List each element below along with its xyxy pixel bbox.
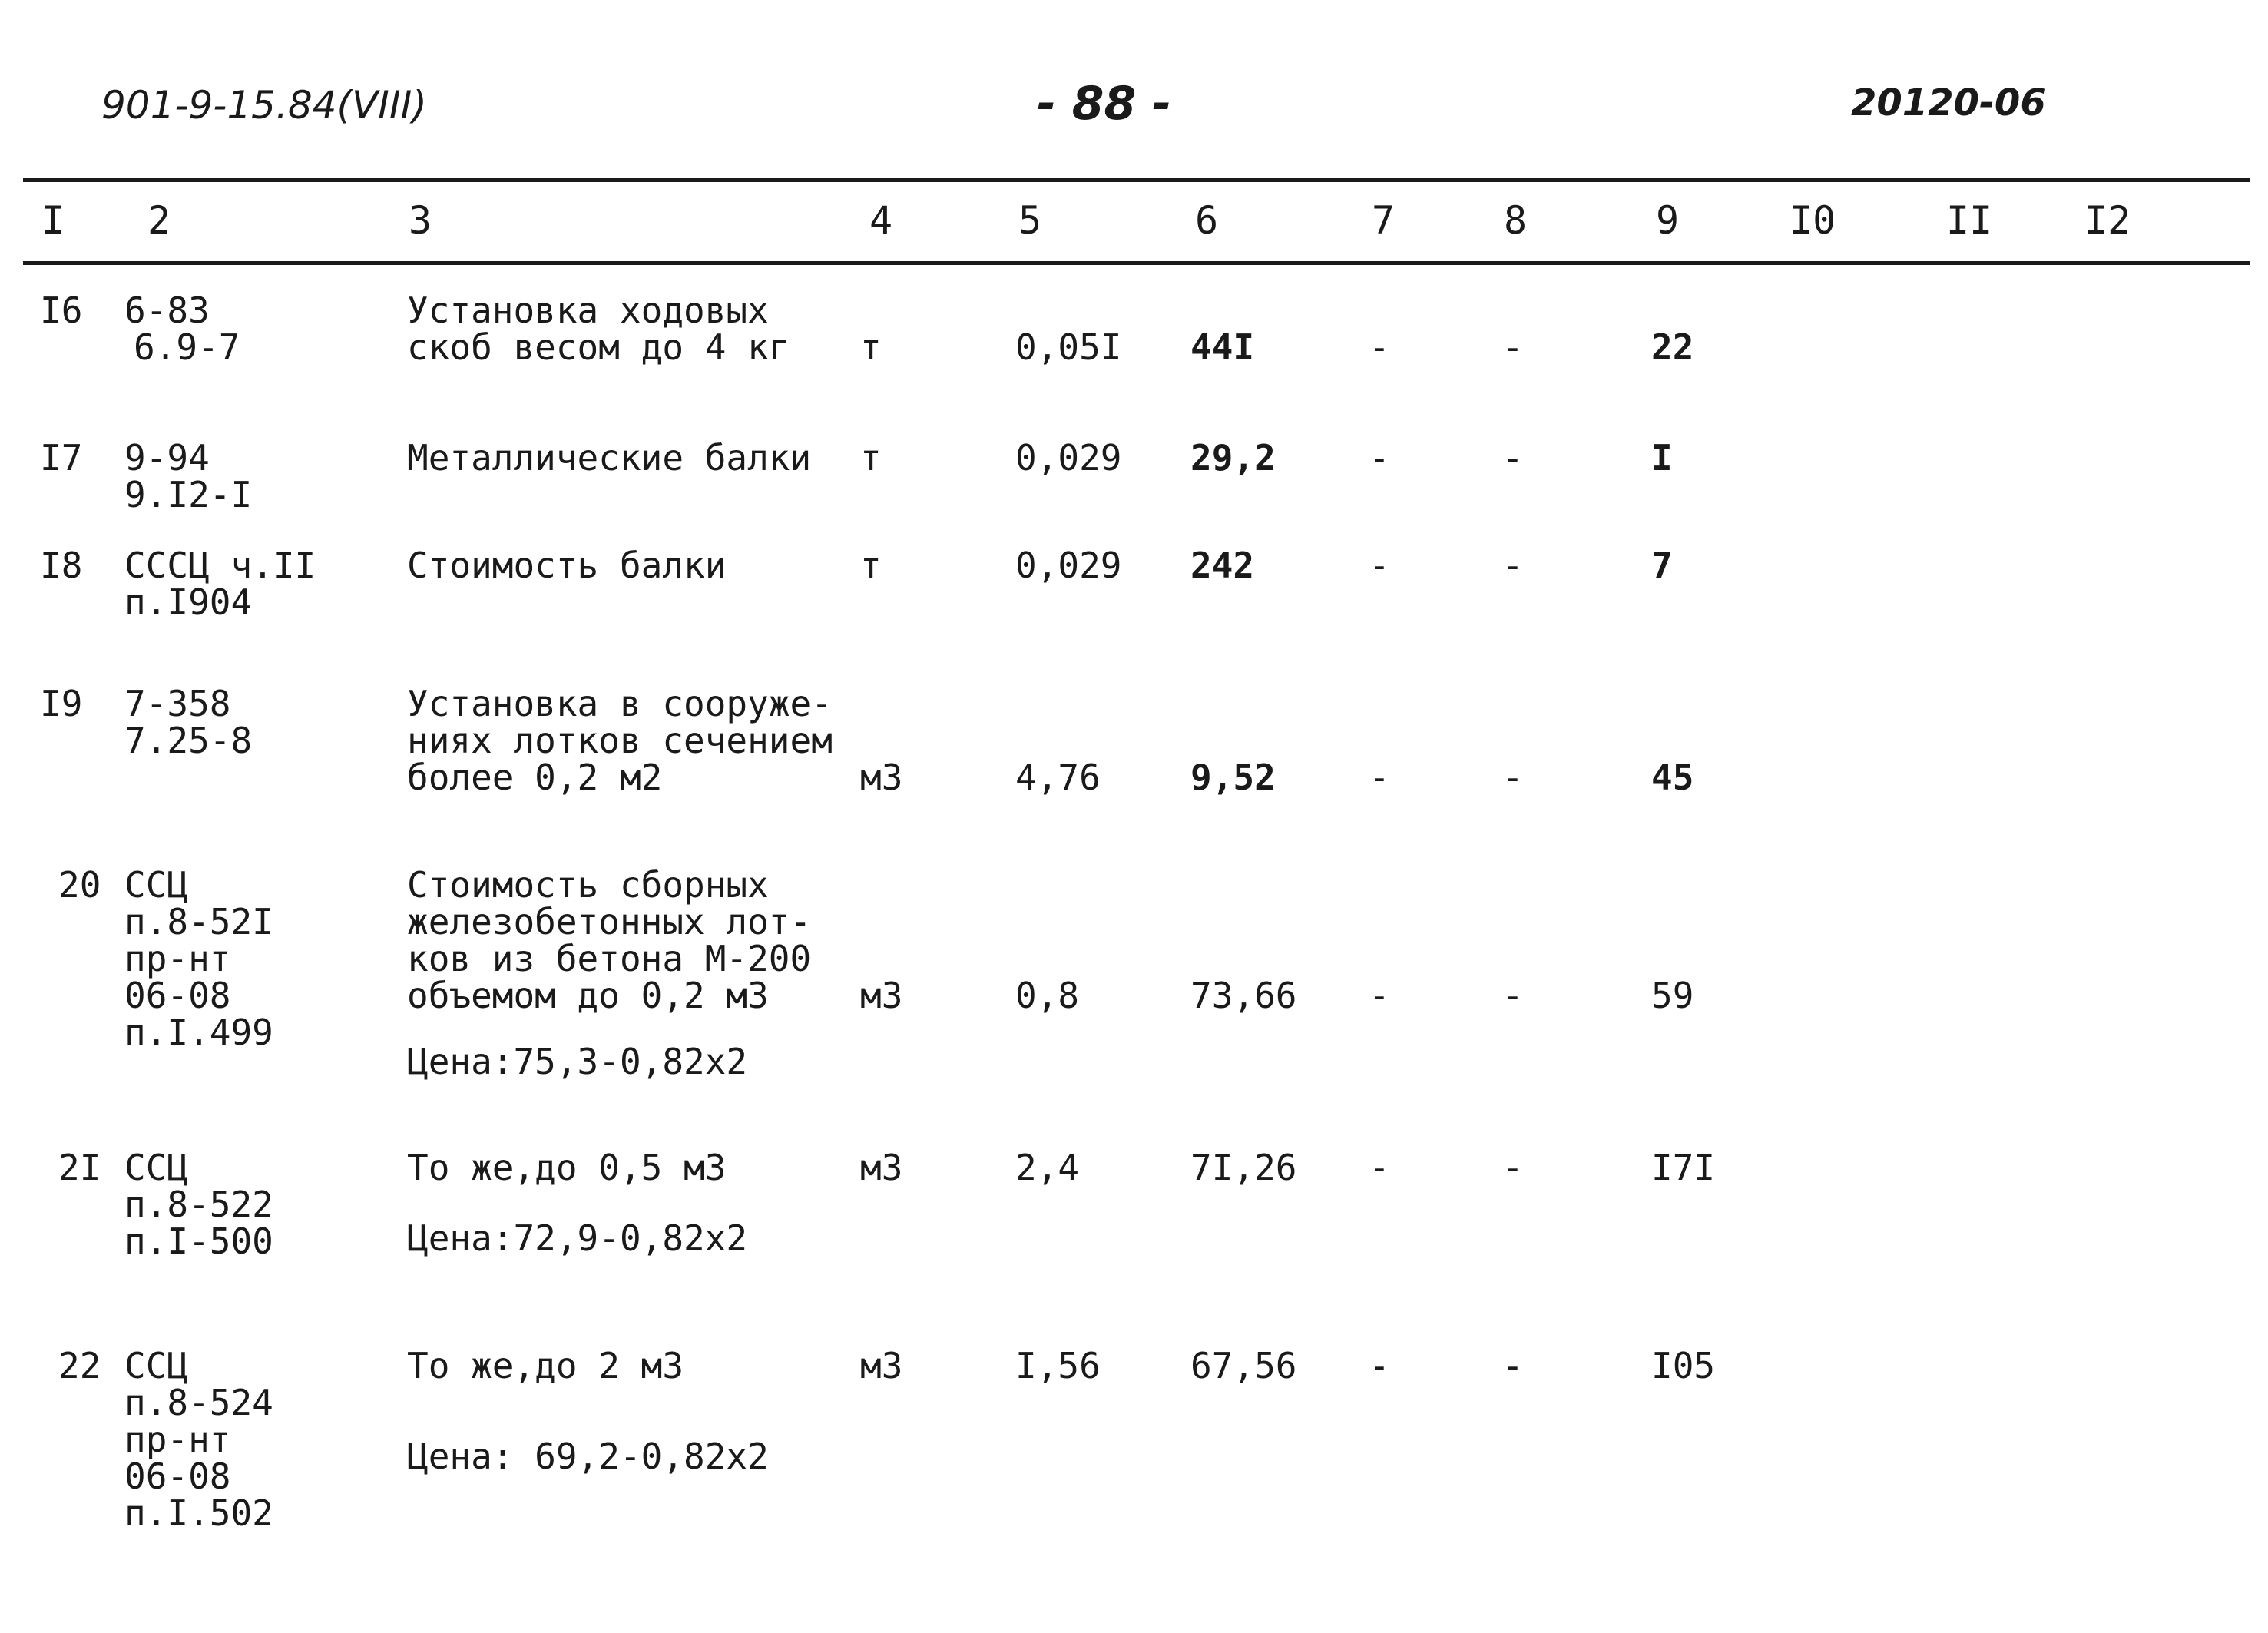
column-header: 6 (1195, 198, 1219, 243)
total-cost: 45 (1651, 757, 1694, 798)
column-8-value: - (1502, 326, 1524, 368)
total-cost: I05 (1651, 1345, 1716, 1386)
unit-price: 73,66 (1190, 975, 1297, 1016)
column-header: I2 (2084, 198, 2131, 243)
work-description: Металлические балки (407, 437, 812, 479)
quantity: 0,8 (1015, 975, 1080, 1016)
column-8-value: - (1502, 757, 1524, 798)
unit: м3 (860, 1147, 903, 1188)
work-description: Установка в сооруже- ниях лотков сечением более 0,2 м2 (407, 683, 833, 798)
work-description: Установка ходовых скоб весом до 4 кг (407, 290, 790, 368)
column-8-value: - (1502, 1345, 1524, 1386)
column-7-value: - (1369, 437, 1390, 479)
table-header-rule (23, 261, 2250, 265)
unit: м3 (860, 975, 903, 1016)
quantity: I,56 (1015, 1345, 1101, 1386)
column-8-value: - (1502, 1147, 1524, 1188)
row-number: 2I (58, 1147, 101, 1188)
row-number: I8 (40, 545, 83, 586)
norm-code: ССЦ п.8-52I пр-нт 06-08 п.I.499 (124, 864, 273, 1053)
price-formula: Цена:75,3-0,82х2 (407, 1041, 748, 1082)
column-header: I (41, 198, 65, 243)
column-7-value: - (1369, 545, 1390, 586)
document-reference: 20120-06 (1851, 81, 2046, 124)
norm-code: 7-358 7.25-8 (124, 683, 253, 761)
unit-price: 44I (1190, 326, 1255, 368)
norm-code: ССЦ п.8-522 п.I-500 (124, 1147, 273, 1262)
total-cost: 59 (1651, 975, 1694, 1016)
table-top-rule (23, 178, 2250, 182)
column-header: 8 (1504, 198, 1528, 243)
quantity: 0,029 (1015, 437, 1122, 479)
column-8-value: - (1502, 545, 1524, 586)
norm-code: 9-94 9.I2-I (124, 437, 253, 515)
quantity: 0,029 (1015, 545, 1122, 586)
norm-code: ССЦ п.8-524 пр-нт 06-08 п.I.502 (124, 1345, 273, 1534)
column-header: 4 (869, 198, 893, 243)
price-formula: Цена:72,9-0,82х2 (407, 1217, 748, 1259)
row-number: I7 (40, 437, 83, 479)
norm-code: СССЦ ч.II п.I904 (124, 545, 316, 623)
total-cost: 22 (1651, 326, 1694, 368)
page-number: - 88 - (1037, 77, 1172, 131)
unit: м3 (860, 1345, 903, 1386)
unit: т (860, 437, 882, 479)
column-7-value: - (1369, 1147, 1390, 1188)
column-header: 2 (147, 198, 171, 243)
work-description: Стоимость балки (407, 545, 727, 586)
column-7-value: - (1369, 1345, 1390, 1386)
column-8-value: - (1502, 437, 1524, 479)
total-cost: 7 (1651, 545, 1673, 586)
unit-price: 67,56 (1190, 1345, 1297, 1386)
norm-code: 6-83 6.9-7 (124, 290, 240, 368)
unit-price: 29,2 (1190, 437, 1276, 479)
row-number: 20 (58, 864, 101, 906)
column-header: I0 (1790, 198, 1836, 243)
unit-price: 9,52 (1190, 757, 1276, 798)
unit: м3 (860, 757, 903, 798)
price-formula: Цена: 69,2-0,82х2 (407, 1436, 769, 1477)
column-7-value: - (1369, 326, 1390, 368)
quantity: 0,05I (1015, 326, 1122, 368)
unit: т (860, 545, 882, 586)
column-header: 7 (1372, 198, 1396, 243)
unit: т (860, 326, 882, 368)
total-cost: I7I (1651, 1147, 1716, 1188)
row-number: I9 (40, 683, 83, 724)
work-description: То же,до 2 м3 (407, 1345, 684, 1386)
work-description: То же,до 0,5 м3 (407, 1147, 727, 1188)
unit-price: 242 (1190, 545, 1255, 586)
total-cost: I (1651, 437, 1673, 479)
row-number: 22 (58, 1345, 101, 1386)
column-header: 9 (1656, 198, 1680, 243)
column-header: 3 (409, 198, 432, 243)
unit-price: 7I,26 (1190, 1147, 1297, 1188)
column-7-value: - (1369, 757, 1390, 798)
column-header: 5 (1018, 198, 1042, 243)
document-code: 901-9-15.84(VIII) (101, 83, 427, 128)
column-7-value: - (1369, 975, 1390, 1016)
work-description: Стоимость сборных железобетонных лот- ков из бетона М-200 объемом до 0,2 м3 (407, 864, 812, 1016)
row-number: I6 (40, 290, 83, 331)
column-header: II (1946, 198, 1993, 243)
quantity: 4,76 (1015, 757, 1101, 798)
column-8-value: - (1502, 975, 1524, 1016)
quantity: 2,4 (1015, 1147, 1080, 1188)
